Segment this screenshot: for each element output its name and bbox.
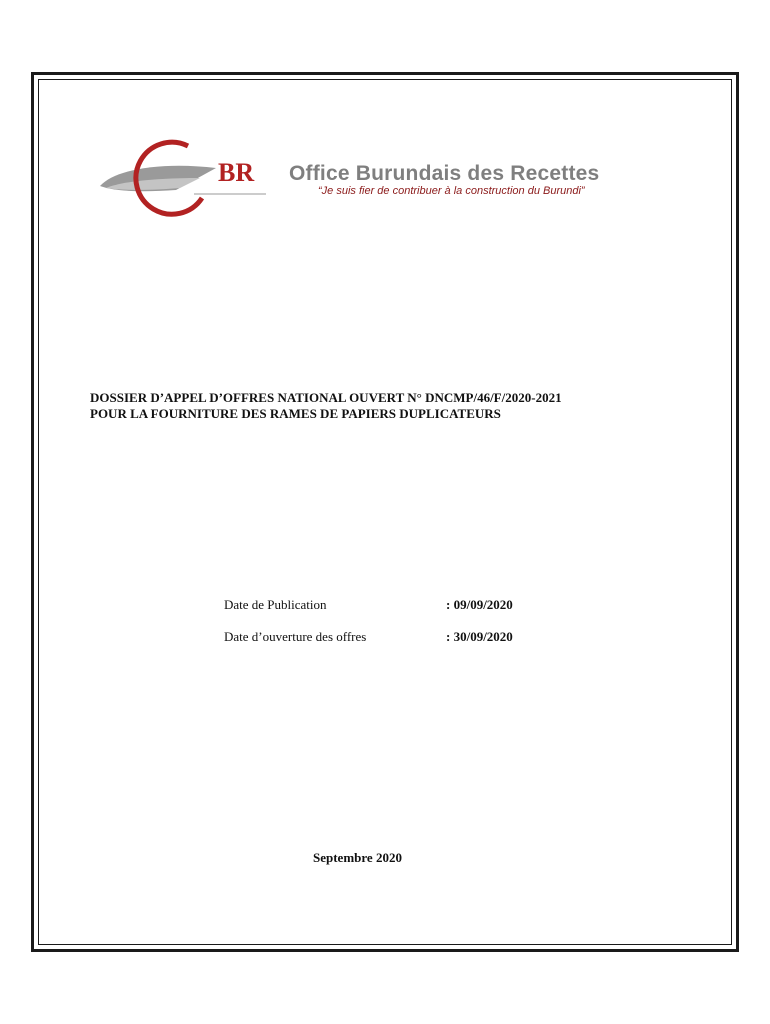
publication-date-value: : 09/09/2020: [446, 597, 513, 612]
opening-date-value: : 30/09/2020: [446, 629, 513, 644]
obr-emblem-icon: [96, 128, 276, 218]
opening-date-label: Date d’ouverture des offres: [224, 629, 367, 644]
organization-name: Office Burundais des Recettes: [289, 162, 600, 185]
logo-mark-text: BR: [218, 158, 255, 187]
document-title-line-2: POUR LA FOURNITURE DES RAMES DE PAPIERS DUPLICATEURS: [90, 406, 501, 421]
organization-motto: “Je suis fier de contribuer à la construction du Burundi”: [318, 185, 585, 197]
publication-date-label: Date de Publication: [224, 597, 327, 612]
document-title: [90, 390, 562, 422]
document-title-line-1: DOSSIER D’APPEL D’OFFRES NATIONAL OUVERT N° DNCMP/46/F/2020-2021: [90, 390, 562, 405]
obr-logo: [96, 128, 656, 218]
footer-date: Septembre 2020: [313, 850, 402, 865]
